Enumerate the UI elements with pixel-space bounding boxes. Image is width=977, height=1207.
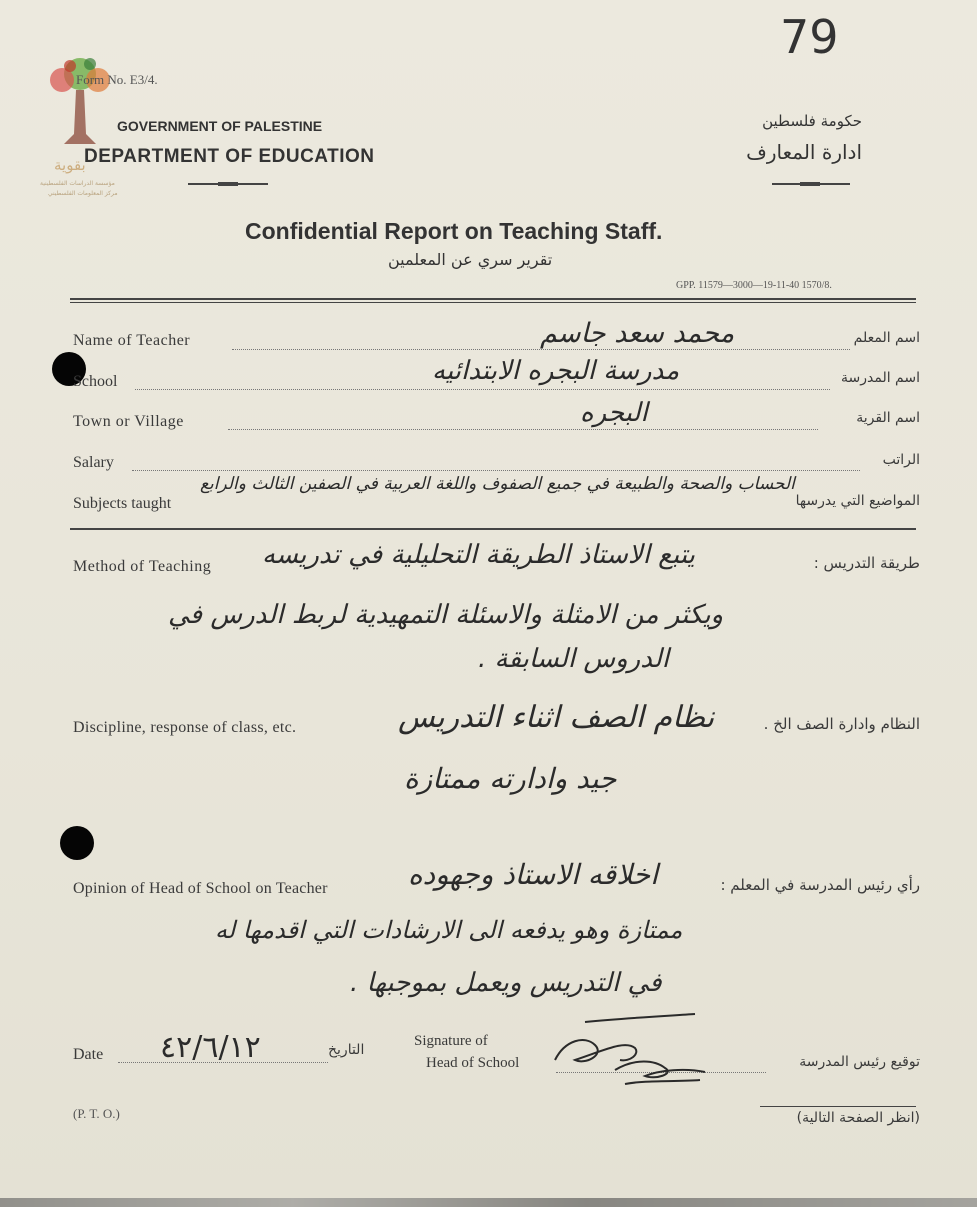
date-label-ar: التاريخ (328, 1042, 365, 1058)
town-value: البجره (580, 398, 648, 428)
department-title-en: DEPARTMENT OF EDUCATION (84, 146, 375, 167)
school-label-ar: اسم المدرسة (841, 370, 920, 386)
salary-label-en: Salary (73, 454, 114, 471)
fields-bottom-rule (70, 528, 916, 530)
bottom-edge-shadow (0, 1198, 977, 1207)
method-label-en: Method of Teaching (73, 558, 212, 575)
form-number: Form No. E3/4. (76, 72, 158, 87)
method-line-3: الدروس السابقة . (478, 644, 670, 674)
pto-ar-overline (760, 1106, 916, 1107)
town-label-ar: اسم القرية (856, 410, 920, 426)
pto-en: (P. T. O.) (73, 1106, 120, 1121)
town-label-en: Town or Village (73, 413, 184, 430)
opinion-line-1: اخلاقه الاستاذ وجهوده (408, 858, 658, 891)
page-number: 79 (780, 10, 839, 64)
logo-caption-1: مؤسسة الدراسات الفلسطينية (40, 180, 115, 187)
top-double-rule-1 (70, 298, 916, 300)
discipline-line-1: نظام الصف اثناء التدريس (398, 700, 715, 735)
opinion-label-en: Opinion of Head of School on Teacher (73, 880, 328, 897)
report-title-en: Confidential Report on Teaching Staff. (245, 218, 663, 244)
signature-label-en-1: Signature of (414, 1033, 488, 1049)
town-dotted-line (228, 429, 818, 430)
handwritten-signature (545, 1010, 725, 1100)
punch-hole-bottom (60, 826, 94, 860)
teacher-label-ar: اسم المعلم (853, 330, 920, 346)
date-value: ٤٢/٦/١٢ (160, 1030, 261, 1065)
school-dotted-line (135, 389, 830, 390)
subjects-value: الحساب والصحة والطبيعة في جميع الصفوف واللغة العربية في الصفين الثالث والرابع (200, 474, 795, 494)
signature-label-ar: توقيع رئيس المدرسة (799, 1054, 920, 1070)
subjects-label-en: Subjects taught (73, 495, 172, 512)
opinion-line-2: ممتازة وهو يدفعه الى الارشادات التي اقدمها له (215, 916, 683, 944)
method-label-ar: طريقة التدريس : (813, 554, 920, 572)
logo-text: بقوية (54, 156, 86, 174)
government-title-en: GOVERNMENT OF PALESTINE (117, 118, 323, 134)
method-line-1: يتبع الاستاذ الطريقة التحليلية في تدريسه (262, 540, 695, 570)
top-double-rule-2 (70, 302, 916, 303)
opinion-line-3: في التدريس ويعمل بموجبها . (350, 968, 662, 998)
discipline-label-en: Discipline, response of class, etc. (73, 719, 297, 736)
salary-dotted-line (132, 470, 860, 471)
opinion-label-ar: رأي رئيس المدرسة في المعلم : (720, 876, 920, 894)
header-rule-right-bold (800, 182, 820, 186)
discipline-label-ar: النظام وادارة الصف الخ . (763, 715, 920, 733)
print-reference: GPP. 11579—3000—19-11-40 1570/8. (676, 280, 832, 291)
logo-caption-2: مركز المعلومات الفلسطيني (48, 190, 118, 197)
pto-ar: (انظر الصفحة التالية) (796, 1110, 920, 1126)
subjects-label-ar: المواضيع التي يدرسها (795, 493, 920, 509)
header-rule-left-bold (218, 182, 238, 186)
teacher-label-en: Name of Teacher (73, 332, 191, 349)
school-value: مدرسة البجره الابتدائيه (432, 356, 680, 386)
teacher-value: محمد سعد جاسم (540, 318, 735, 349)
report-title-ar: تقرير سري عن المعلمين (388, 250, 553, 269)
date-label-en: Date (73, 1046, 104, 1063)
signature-label-en-2: Head of School (426, 1055, 520, 1071)
salary-label-ar: الراتب (882, 452, 920, 468)
government-title-ar: حكومة فلسطين (762, 112, 862, 130)
teacher-dotted-line (232, 349, 850, 350)
discipline-line-2: جيد وادارته ممتازة (404, 762, 617, 795)
department-title-ar: ادارة المعارف (746, 140, 862, 164)
method-line-2: ويكثر من الامثلة والاسئلة التمهيدية لربط الدرس في (168, 600, 724, 630)
tree-logo-icon (40, 52, 120, 152)
school-label-en: School (73, 373, 118, 390)
